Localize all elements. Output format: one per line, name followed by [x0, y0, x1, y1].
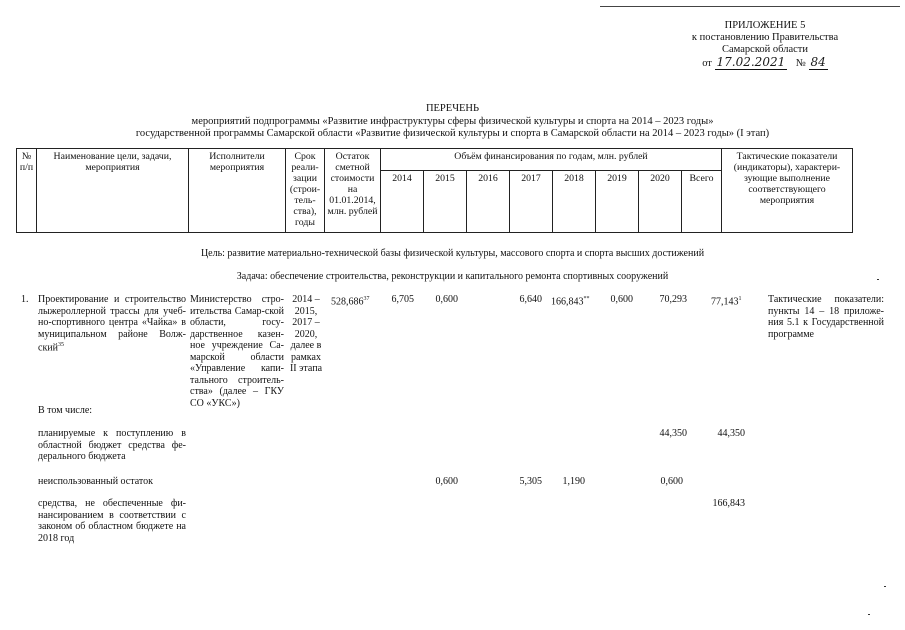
header-year: 2015: [424, 171, 467, 233]
handwritten-number: 84: [810, 55, 826, 69]
date-prefix: от: [702, 58, 712, 69]
header-year: 2017: [510, 171, 553, 233]
sub1-total: 44,350: [717, 428, 745, 439]
including-label: В том числе:: [38, 405, 93, 416]
sub1-label: планируемые к поступлению в областной бюджет средства фе-дерального бюджета: [38, 428, 186, 462]
header-remainder: Остаток сметной стоимости на 01.01.2014, млн. рублей: [325, 149, 381, 233]
header-total: Всего: [682, 171, 722, 233]
row1-num: 1.: [21, 294, 29, 305]
row1-2015: 0,600: [435, 294, 458, 305]
row1-2014: 6,705: [391, 294, 414, 305]
sub2-2015: 0,600: [435, 476, 458, 487]
row1-indicators: Тактические показатели: пункты 14 – 18 приложе-ния 5.1 к Государственной программе: [768, 294, 884, 340]
row1-2017: 6,640: [519, 294, 542, 305]
row1-2020: 70,293: [659, 294, 687, 305]
financing-table: [16, 148, 853, 233]
task-text: Задача: обеспечение строительства, реконструкции и капитального ремонта спортивных сооружений: [236, 271, 669, 282]
row1-2018-value: 166,843: [551, 296, 584, 308]
header-financing: Объём финансирования по годам, млн. рублей: [381, 149, 722, 171]
scan-speck: [884, 586, 886, 587]
row1-2018-footnote: **: [583, 296, 590, 302]
row1-total-footnote: 1: [738, 296, 742, 302]
row1-executors: Министерство стро-ительства Самар-ской области, госу-дарственное казен-ное учреждение Са-марской области «Управление капи-тального строитель-ства» (далее – ГКУ СО «УКС»): [190, 294, 284, 409]
header-year: 2014: [381, 171, 424, 233]
scan-speck: [868, 614, 870, 615]
number-prefix: №: [795, 58, 806, 69]
appendix-line2: Самарской области: [722, 44, 808, 55]
header-year: 2019: [596, 171, 639, 233]
sub3-2020: 166,843: [712, 498, 745, 509]
appendix-date-line: [665, 56, 865, 70]
header-year: 2016: [467, 171, 510, 233]
scan-speck: [877, 279, 879, 280]
sub2-2019: 0,600: [660, 476, 683, 487]
heading-line2: государственной программы Самарской области «Развитие физической культуры и спорта в Самарской области на 2014 – 2023 годы» (I этап): [135, 128, 770, 139]
sub2-label: неиспользованный остаток: [38, 476, 153, 487]
row1-total: [711, 294, 742, 308]
sub3-label: средства, не обеспеченные фи-нансированием в соответствии с законом об областном бюджете на 2018 год: [38, 498, 186, 544]
row1-total-value: 77,143: [711, 296, 739, 308]
header-num: № п/п: [17, 149, 37, 233]
appendix-block: [665, 20, 865, 70]
row1-remainder-footnote: 37: [363, 296, 370, 302]
row1-2019: 0,600: [610, 294, 633, 305]
list-title: ПЕРЕЧЕНЬ: [425, 103, 480, 114]
heading-line1: мероприятий подпрограммы «Развитие инфраструктуры сферы физической культуры и спорта на 2014 – 2023 годы»: [191, 115, 714, 127]
row1-remainder-value: 528,686: [331, 296, 364, 308]
goal-text: Цель: развитие материально-технической базы физической культуры, массового спорта и спорта высших достижений: [200, 248, 705, 259]
row1-remainder: [331, 294, 370, 308]
header-year: 2018: [553, 171, 596, 233]
document-heading: [0, 103, 905, 141]
sub1-2020: 44,350: [659, 428, 687, 439]
header-executors: Исполнители мероприятия: [189, 149, 286, 233]
top-rule: [600, 6, 900, 7]
sub2-2018: 1,190: [562, 476, 585, 487]
sub2-2017: 5,305: [519, 476, 542, 487]
header-indicators: Тактические показатели (индикаторы), характери-зующие выполнение соответствующего мероприятия: [722, 149, 853, 233]
header-name: Наименование цели, задачи, мероприятия: [37, 149, 189, 233]
row1-2018: [551, 294, 590, 308]
row1-name-footnote: 35: [58, 342, 64, 348]
row1-name-text: Проектирование и строительство лыжероллерной трассы для учеб-но-спортивного центра «Чайка» в муниципальном районе Волж-ский: [38, 294, 186, 354]
header-term: Срок реали-зации (строи-тель-ства), годы: [286, 149, 325, 233]
row1-term: 2014 – 2015, 2017 – 2020, далее в рамках II этапа: [289, 294, 323, 374]
appendix-line1: к постановлению Правительства: [691, 32, 839, 43]
appendix-title: ПРИЛОЖЕНИЕ 5: [724, 20, 806, 31]
handwritten-date: 17.02.2021: [716, 55, 786, 69]
row1-name: [38, 294, 186, 354]
header-year: 2020: [639, 171, 682, 233]
